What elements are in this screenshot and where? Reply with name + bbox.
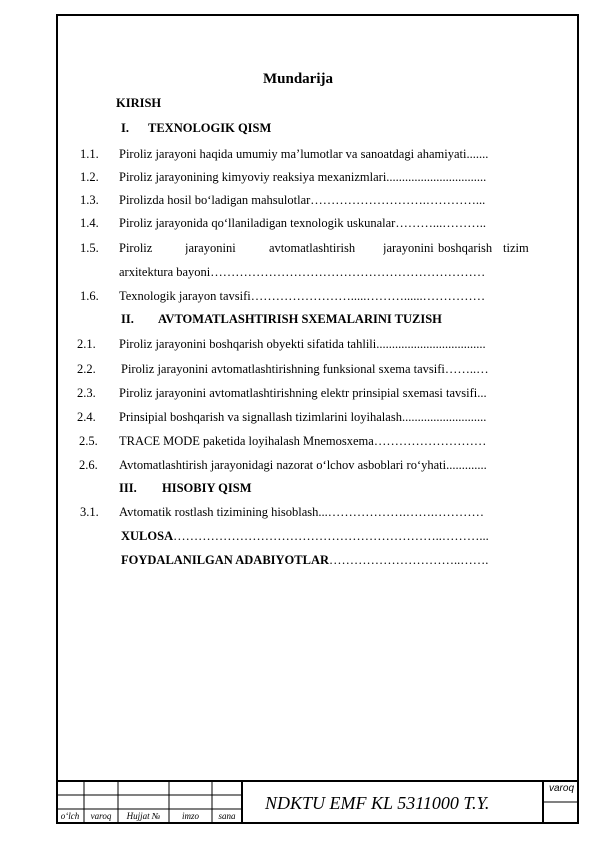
stamp-label: Hujjat № [126, 811, 161, 821]
part2-title: AVTOMATLASHTIRISH SXEMALARINI TUZISH [158, 312, 442, 326]
toc-item-num: 1.2. [80, 170, 99, 184]
toc-item-word: avtomatlashtirish [269, 241, 356, 255]
toc-item: Piroliz jarayonini avtomatlashtirishning funksional sxema tavsifi……..… [121, 362, 489, 376]
part3-num: III. [119, 481, 137, 495]
page-title: Mundarija [262, 71, 333, 87]
toc-item-num: 2.4. [77, 410, 96, 424]
conclusion-label: XULOSA [121, 529, 174, 543]
toc-item: Avtomatlashtirish jarayonidagi nazorat o‘lchov asboblari ro‘yhati............. [119, 458, 487, 472]
toc-item: Piroliz jarayonini boshqarish obyekti sifatida tahlili................................... [119, 337, 486, 351]
toc-item-word: boshqarish [438, 241, 493, 255]
toc-item: Pirolizda hosil bo‘ladigan mahsulotlar……………………….…………... [119, 193, 486, 207]
toc-item-num: 1.4. [80, 216, 99, 230]
toc-item-word: Piroliz [119, 241, 153, 255]
toc-item-num: 1.5. [80, 241, 99, 255]
toc-item: Piroliz jarayoni haqida umumiy ma’lumotlar va sanoatdagi ahamiyati....... [119, 147, 489, 161]
toc-item-word: jarayonini [383, 241, 434, 255]
toc-item: TRACE MODE paketida loyihalash Mnemosxema……………………… [119, 434, 487, 448]
toc-item-num: 2.2. [77, 362, 96, 376]
toc-item-num: 2.3. [77, 386, 96, 400]
toc-item: Piroliz jarayonida qo‘llaniladigan texnologik uskunalar………...……….. [119, 216, 486, 230]
part1-title: TEXNOLOGIK QISM [148, 121, 272, 135]
toc-item-word: tizim [503, 241, 529, 255]
references-label: FOYDALANILGAN ADABIYOTLAR [121, 553, 330, 567]
toc-item-num: 2.5. [79, 434, 98, 448]
conclusion-dots: ………………………………………………………..………... [173, 529, 489, 543]
toc-intro: KIRISH [116, 96, 162, 110]
toc-item-num: 2.1. [77, 337, 96, 351]
toc-item: Prinsipial boshqarish va signallash tizimlarini loyihalash........................... [119, 410, 487, 424]
toc-item-num: 1.6. [80, 289, 99, 303]
toc-references [121, 553, 541, 568]
part2-num: II. [121, 312, 134, 326]
toc-item: Texnologik jarayon tavsifi…………………….....………......…………… [119, 289, 486, 303]
toc-item: Piroliz jarayonini avtomatlashtirishning elektr prinsipial sxemasi tavsifi... [119, 386, 487, 400]
toc-item: Piroliz jarayonining kimyoviy reaksiya mexanizmlari................................ [119, 170, 487, 184]
toc-item: Avtomatik rostlash tizimining hisoblash...……………….…….………… [119, 505, 485, 519]
stamp-label: sana [218, 811, 236, 821]
toc-item-num: 3.1. [80, 505, 99, 519]
references-dots: …………………………..……. [329, 553, 489, 567]
part1-num: I. [121, 121, 129, 135]
toc-item-num: 1.1. [80, 147, 99, 161]
toc-item-num: 2.6. [79, 458, 98, 472]
document-code: NDKTU EMF KL 5311000 T.Y. [265, 793, 490, 813]
toc-conclusion [121, 529, 541, 544]
part3-title: HISOBIY QISM [162, 481, 252, 495]
stamp-label: imzo [181, 811, 199, 821]
stamp-label: o‘lch [60, 811, 80, 821]
sheet-label: varoq [549, 783, 575, 794]
toc-item-num: 1.3. [80, 193, 99, 207]
toc-item-word: jarayonini [185, 241, 236, 255]
stamp-label: varoq [90, 811, 112, 821]
toc-item-cont: arxitektura bayoni………………………………………………………… [119, 265, 486, 279]
